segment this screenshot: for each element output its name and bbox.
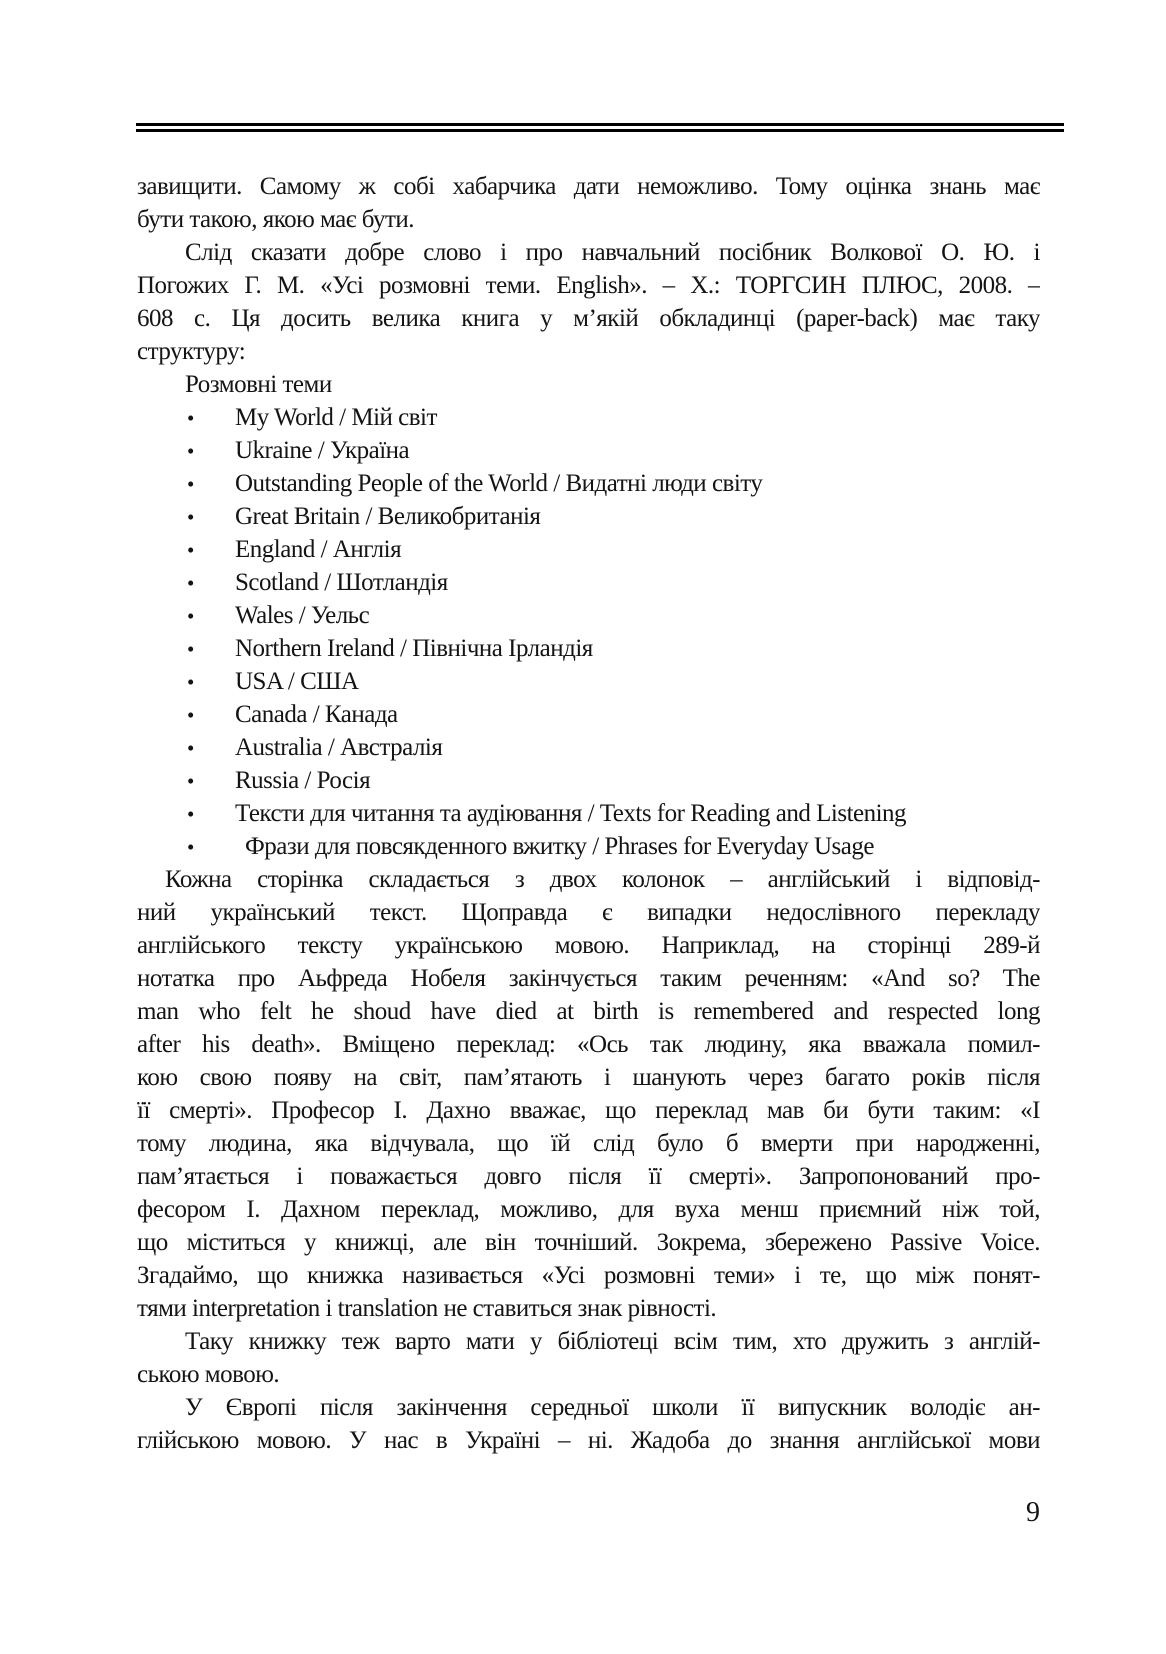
list-item bbox=[137, 698, 1040, 731]
body-line: Таку книжку теж варто мати у бібліотеці всім тим, хто дружить з англій- bbox=[185, 1328, 1040, 1355]
body-line: ний український текст. Щоправда є випадки недослівного перекладу bbox=[137, 899, 1040, 926]
body-line: ською мовою. bbox=[137, 1361, 280, 1388]
bullet-icon: • bbox=[187, 736, 194, 760]
body-line: що міститься у книжці, але він точніший. Зокрема, збережено Passive Voice. bbox=[137, 1229, 1040, 1256]
bullet-icon: • bbox=[187, 571, 194, 595]
body-line: man who felt he shoud have died at birth is remembered and respected long bbox=[137, 998, 1040, 1025]
list-item bbox=[137, 599, 1040, 632]
body-line: кою свою появу на світ, пам’ятають і шанують через багато років після bbox=[137, 1064, 1040, 1091]
body-line: пам’ятається і поважається довго після її смерті». Запропонований про- bbox=[137, 1163, 1040, 1190]
list-item-text: Great Britain / Великобританія bbox=[235, 503, 541, 530]
list-item bbox=[137, 731, 1040, 764]
list-item-text: Canada / Канада bbox=[235, 701, 398, 728]
body-line: її смерті». Професор І. Дахно вважає, що переклад мав би бути таким: «І bbox=[137, 1097, 1040, 1124]
list-item-text: Wales / Уельс bbox=[235, 602, 370, 629]
body-line: тому людина, яка відчувала, що їй слід було б вмерти при народженні, bbox=[137, 1130, 1040, 1157]
list-item-text: England / Англія bbox=[235, 536, 402, 563]
list-item-text: Australia / Австралія bbox=[235, 734, 443, 761]
list-item-text: Russia / Росія bbox=[235, 767, 371, 794]
body-line: бути такою, якою має бути. bbox=[137, 206, 415, 233]
header-rule bbox=[136, 123, 1064, 132]
list-item-text: Ukraine / Україна bbox=[235, 437, 410, 464]
list-item-text: Фрази для повсякденного вжитку / Phrases for Everyday Usage bbox=[245, 833, 874, 860]
list-item bbox=[137, 467, 1040, 500]
list-item-text: Тексти для читання та аудіювання / Texts for Reading and Listening bbox=[235, 800, 907, 827]
page-body bbox=[137, 170, 1040, 1457]
list-item bbox=[137, 797, 1040, 830]
bullet-icon: • bbox=[187, 637, 194, 661]
list-item bbox=[137, 500, 1040, 533]
page-number: 9 bbox=[1026, 1497, 1040, 1528]
body-line: У Європі після закінчення середньої школи її випускник володіє ан- bbox=[185, 1394, 1040, 1421]
bullet-icon: • bbox=[187, 769, 194, 793]
list-item bbox=[137, 632, 1040, 665]
body-line: глійською мовою. У нас в Україні – ні. Жадоба до знання англійської мови bbox=[137, 1427, 1040, 1454]
bullet-icon: • bbox=[187, 802, 194, 826]
bullet-icon: • bbox=[187, 670, 194, 694]
bullet-icon: • bbox=[187, 703, 194, 727]
body-line: Слід сказати добре слово і про навчальний посібник Волкової О. Ю. і bbox=[185, 239, 1040, 266]
list-item bbox=[137, 533, 1040, 566]
list-item bbox=[137, 764, 1040, 797]
list-item bbox=[137, 401, 1040, 434]
body-line: англійського тексту українською мовою. Наприклад, на сторінці 289-й bbox=[137, 932, 1040, 959]
body-line: Згадаймо, що книжка називається «Усі розмовні теми» і те, що між понят- bbox=[137, 1262, 1040, 1289]
bullet-icon: • bbox=[187, 538, 194, 562]
list-item bbox=[137, 566, 1040, 599]
body-line: after his death». Вміщено переклад: «Ось так людину, яка вважала помил- bbox=[137, 1031, 1040, 1058]
bullet-icon: • bbox=[187, 439, 194, 463]
body-line: фесором І. Дахном переклад, можливо, для вуха менш приємний ніж той, bbox=[137, 1196, 1040, 1223]
body-line: Кожна сторінка складається з двох колонок – англійський і відповід- bbox=[165, 866, 1040, 893]
list-item bbox=[137, 434, 1040, 467]
list-item-text: My World / Мій світ bbox=[235, 404, 437, 431]
list-item bbox=[137, 665, 1040, 698]
list-heading: Розмовні теми bbox=[185, 371, 332, 398]
body-line: тями interpretation і translation не ставиться знак рівності. bbox=[137, 1295, 717, 1322]
body-line: структуру: bbox=[137, 338, 246, 365]
bullet-icon: • bbox=[187, 604, 194, 628]
bullet-icon: • bbox=[187, 835, 194, 859]
body-line: Погожих Г. М. «Усі розмовні теми. English». – Х.: ТОРГСИН ПЛЮС, 2008. – bbox=[137, 272, 1040, 299]
list-item bbox=[137, 830, 1040, 863]
list-item-text: Scotland / Шотландія bbox=[235, 569, 448, 596]
list-item-text: Northern Ireland / Північна Ірландія bbox=[235, 635, 593, 662]
body-line: нотатка про Аьфреда Нобеля закінчується таким реченням: «And so? The bbox=[137, 965, 1040, 992]
bullet-icon: • bbox=[187, 505, 194, 529]
body-line: 608 с. Ця досить велика книга у м’якій обкладинці (paper-back) має таку bbox=[137, 305, 1040, 332]
body-line: завищити. Самому ж собі хабарчика дати неможливо. Тому оцінка знань має bbox=[137, 173, 1040, 200]
list-item-text: USA / США bbox=[235, 668, 359, 695]
list-item-text: Outstanding People of the World / Видатні люди світу bbox=[235, 470, 763, 497]
bullet-icon: • bbox=[187, 472, 194, 496]
bullet-icon: • bbox=[187, 406, 194, 430]
